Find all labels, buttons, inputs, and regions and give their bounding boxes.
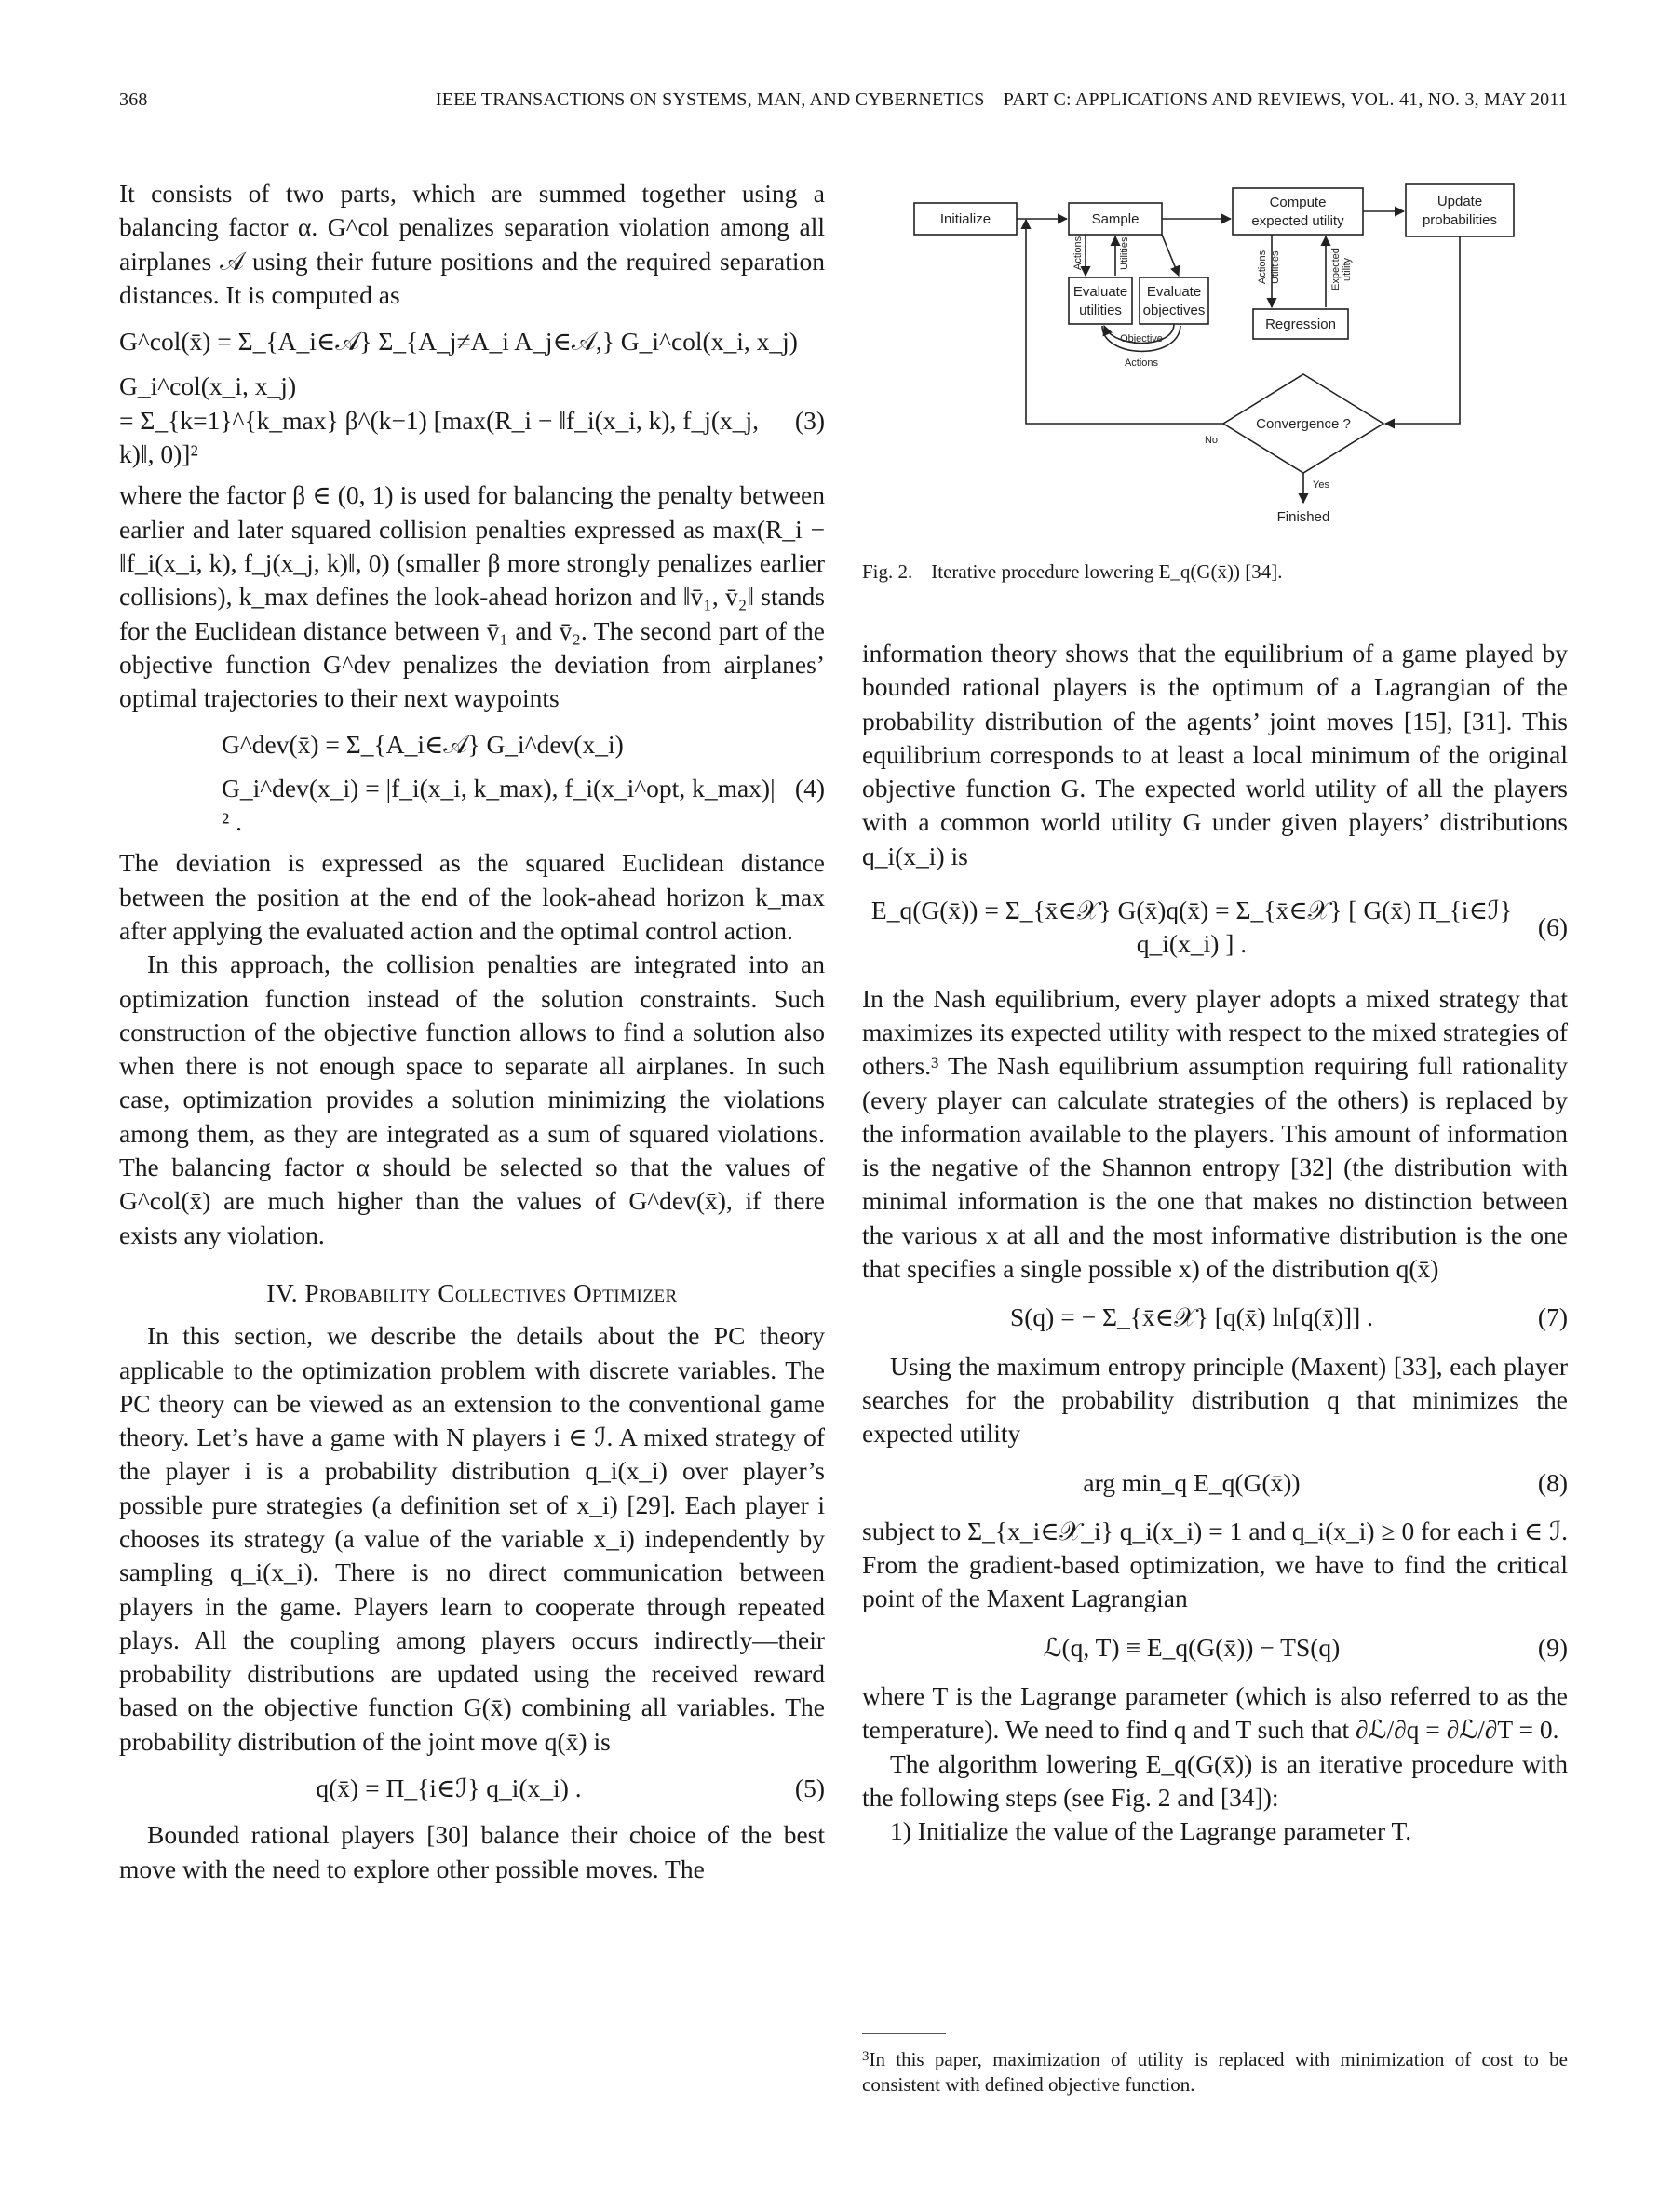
equation-6 <box>862 894 1568 962</box>
box-update <box>1406 184 1514 236</box>
eq7-number: (7) <box>1537 1302 1568 1332</box>
eq4-line2: G_i^dev(x_i) = |f_i(x_i, k_max), f_i(x_i^opt, k_max)|² . <box>222 773 776 837</box>
label-eval-obj-2: objectives <box>1142 303 1206 318</box>
paragraph-approach: In this approach, the collision penalties are integrated into an optimization function instead of the solution constraints. Such construction of the objective function allows to find a solution also when there is not enough space to separate all airplanes. In such case, optimization provides a solution minimizing the violations among them, as they are integrated as a sum of squared violations. The balancing factor α should be selected so that the values of G^col(x̄) are much higher than the values of G^dev(x̄), if there exists any violation. <box>119 950 825 1249</box>
eq5-body: q(x̄) = Π_{i∈ℐ} q_i(x_i) . <box>316 1774 582 1803</box>
label-update-2: probabilities <box>1422 212 1498 228</box>
label-actions-c: Actions <box>1124 357 1159 369</box>
page-number: 368 <box>119 89 148 110</box>
paragraph-subject-to: subject to Σ_{x_i∈𝒳_i} q_i(x_i) = 1 and q_i(x_i) ≥ 0 for each i ∈ ℐ. From the gradient-based optimization, we have to find the critical point of the Maxent Lagrangian <box>862 1516 1568 1613</box>
section-heading <box>119 1276 825 1310</box>
label-utilities-a: Utilities <box>1119 236 1130 270</box>
label-convergence: Convergence ? <box>1256 416 1351 432</box>
label-finished: Finished <box>1276 509 1330 525</box>
eq7-body: S(q) = − Σ_{x̄∈𝒳} [q(x̄) ln[q(x̄)]] . <box>1009 1302 1374 1332</box>
footnote-mark: 3 <box>862 2049 870 2064</box>
caption-text: Iterative procedure lowering E_q(G(x̄)) [34]. <box>931 560 1283 583</box>
eq3-line1: G^col(x̄) = Σ_{A_i∈𝒜} Σ_{A_j≠A_i A_j∈𝒜,} G_i^col(x_i, x_j) <box>119 327 798 357</box>
eq4-number: (4) <box>794 773 825 803</box>
paragraph-maxent: Using the maximum entropy principle (Maxent) [33], each player searches for the probability distribution q that minimizes the expected utility <box>862 1351 1568 1449</box>
equation-9 <box>862 1631 1568 1665</box>
equation-7 <box>862 1301 1568 1334</box>
equation-8 <box>862 1466 1568 1500</box>
label-regression: Regression <box>1265 317 1336 332</box>
eq8-body: arg min_q E_q(G(x̄)) <box>1083 1467 1301 1497</box>
eq8-number: (8) <box>1537 1467 1568 1497</box>
equation-4 <box>119 728 825 839</box>
paragraph-bounded: Bounded rational players [30] balance their choice of the best move with the need to explore other possible moves. The <box>119 1820 825 1883</box>
paragraph-beta: where the factor β ∈ (0, 1) is used for balancing the penalty between earlier and later squared collision penalties expressed as max(R_i − ‖f_i(x_i, k), f_j(x_j, k)‖, 0) (smaller β more strongly penalizes earlier collisions), k_max defines the look-ahead horizon and ‖v̄₁, v̄₂‖ stands for the Euclidean distance between v̄₁ and v̄₂. The second part of the objective function G^dev penalizes the deviation from airplanes’ optimal trajectories to their next waypoints <box>119 480 825 713</box>
paragraph-info-theory: information theory shows that the equilibrium of a game played by bounded rational players is the optimum of a Lagrangian of the probability distribution of the agents’ joint moves [15], [31]. This equilibrium corresponds to at least a local minimum of the original objective function G. The expected world utility of all the players with a common world utility G under given players’ distributions q_i(x_i) is <box>862 639 1568 870</box>
label-expected-2: utility <box>1342 257 1353 281</box>
eq3-line2: G_i^col(x_i, x_j) <box>119 371 297 401</box>
label-eval-obj-1: Evaluate <box>1146 284 1202 300</box>
eq6-number: (6) <box>1537 912 1568 942</box>
paragraph-lagrange: where T is the Lagrange parameter (which is also referred to as the temperature). We need to find q and T such that ∂ℒ/∂q = ∂ℒ/∂T = 0. <box>862 1681 1568 1745</box>
label-update-1: Update <box>1436 194 1483 209</box>
footnote <box>862 2044 1568 2097</box>
paragraph-intro: It consists of two parts, which are summed together using a balancing factor α. G^col penalizes separation violation among all airplanes 𝒜 using their future positions and the required separation distances. It is computed as <box>119 179 825 309</box>
label-compute-2: expected utility <box>1251 213 1344 229</box>
right-column <box>862 177 1568 1849</box>
label-objective: Objective <box>1120 333 1163 344</box>
paragraph-pc-theory: In this section, we describe the details about the PC theory applicable to the optimization problem with discrete variables. The PC theory can be viewed as an extension to the conventional game theory. Let’s have a game with N players i ∈ ℐ. A mixed strategy of the player i is a probability distribution q_i(x_i) over player’s possible pure strategies (a definition set of x_i) [29]. Each player i chooses its strategy (a value of the variable x_i) independently by sampling q_i(x_i). There is no direct communication between players in the game. Players learn to cooperate through repeated plays. All the coupling among players occurs indirectly—their probability distributions are updated using the received reward based on the objective function G(x̄) combining all variables. The probability distribution of the joint move q(x̄) is <box>119 1321 825 1756</box>
label-utilities-b: Utilities <box>1270 250 1281 284</box>
label-initialize: Initialize <box>939 211 991 227</box>
eq5-number: (5) <box>794 1774 825 1803</box>
running-head: IEEE TRANSACTIONS ON SYSTEMS, MAN, AND CYBERNETICS—PART C: APPLICATIONS AND REVIEWS, VOL. 41, NO. 3, MAY 2011 <box>435 89 1568 110</box>
section-number: IV. <box>266 1277 299 1307</box>
figure-2-flowchart <box>862 177 1568 549</box>
label-actions-a: Actions <box>1072 236 1084 270</box>
equation-5 <box>119 1772 825 1805</box>
footnote-text: In this paper, maximization of utility is replaced with minimization of cost to be consistent with defined objective function. <box>862 2048 1568 2096</box>
paragraph-deviation: The deviation is expressed as the squared Euclidean distance between the position at the end of the look-ahead horizon k_max after applying the evaluated action and the optimal control action. <box>119 848 825 945</box>
label-eval-util-1: Evaluate <box>1072 284 1128 300</box>
paragraph-algorithm: The algorithm lowering E_q(G(x̄)) is an iterative procedure with the following steps (see Fig. 2 and [34]): <box>862 1748 1568 1812</box>
equation-3 <box>119 325 825 471</box>
eq3-number: (3) <box>794 405 825 435</box>
section-title: Probability Collectives Optimizer <box>304 1278 678 1307</box>
label-sample: Sample <box>1091 211 1140 227</box>
eq9-body: ℒ(q, T) ≡ E_q(G(x̄)) − TS(q) <box>1043 1632 1341 1662</box>
figure-caption <box>862 559 1568 585</box>
eq6-body: E_q(G(x̄)) = Σ_{x̄∈𝒳} G(x̄)q(x̄) = Σ_{x̄∈𝒳} [ G(x̄) Π_{i∈ℐ} q_i(x_i) ] . <box>870 896 1513 959</box>
flowchart-svg <box>862 177 1568 549</box>
label-eval-util-2: utilities <box>1079 303 1122 318</box>
label-yes: Yes <box>1313 479 1329 491</box>
eq4-line1: G^dev(x̄) = Σ_{A_i∈𝒜} G_i^dev(x_i) <box>222 730 624 760</box>
label-no: No <box>1204 435 1218 446</box>
footnote-rule <box>862 2033 946 2034</box>
paragraph-nash: In the Nash equilibrium, every player adopts a mixed strategy that maximizes its expected utility with respect to the mixed strategies of others.³ The Nash equilibrium assumption requiring full rationality (every player can calculate strategies of the others) is replaced by the information available to the players. This amount of information is the negative of the Shannon entropy [32] (the distribution with minimal information is the one that makes no distinction between the various x at all and the most informative distribution is the one that specifies a single possible x) of the distribution q(x̄) <box>862 983 1568 1284</box>
label-expected-1: Expected <box>1330 248 1342 290</box>
label-compute-1: Compute <box>1269 195 1327 210</box>
caption-label: Fig. 2. <box>862 560 913 583</box>
label-actions-b: Actions <box>1257 250 1268 284</box>
list-item-step-1: 1) Initialize the value of the Lagrange parameter T. <box>890 1816 1412 1846</box>
eq3-line3: = Σ_{k=1}^{k_max} β^(k−1) [max(R_i − ‖f_i(x_i, k), f_j(x_j, k)‖, 0)]² <box>119 405 760 469</box>
eq9-number: (9) <box>1537 1632 1568 1662</box>
left-column <box>119 177 825 1886</box>
